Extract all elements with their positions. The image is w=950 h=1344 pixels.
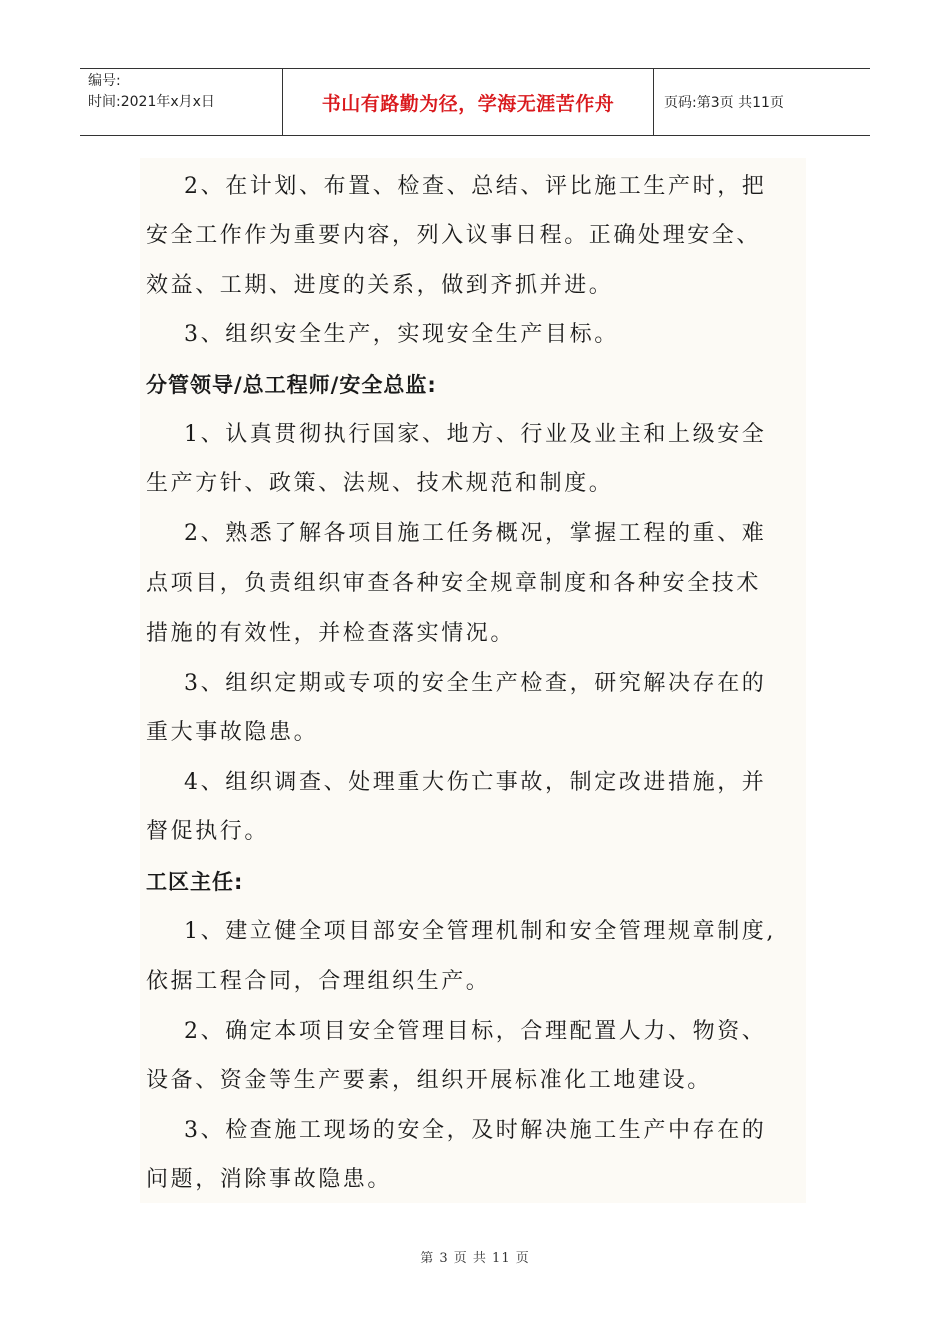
paragraph-line: 4、组织调查、处理重大伤亡事故，制定改进措施，并 <box>184 770 767 795</box>
section-heading: 工区主任: <box>146 870 244 894</box>
page-footer: 第 3 页 共 11 页 <box>420 1251 530 1266</box>
number-label: 编号: <box>88 73 121 89</box>
paragraph-line: 问题，消除事故隐患。 <box>146 1167 393 1192</box>
header-meta <box>80 69 283 135</box>
paragraph-line: 安全工作作为重要内容，列入议事日程。正确处理安全、 <box>146 223 762 248</box>
paragraph-line: 依据工程合同，合理组织生产。 <box>146 969 491 994</box>
document-header <box>80 68 870 136</box>
paragraph-line: 1、建立健全项目部安全管理机制和安全管理规章制度, <box>184 919 776 944</box>
paragraph-line: 设备、资金等生产要素，组织开展标准化工地建设。 <box>146 1068 712 1093</box>
paragraph-line: 措施的有效性，并检查落实情况。 <box>146 621 516 646</box>
paragraph-line: 1、认真贯彻执行国家、地方、行业及业主和上级安全 <box>184 422 767 447</box>
header-motto: 书山有路勤为径，学海无涯苦作舟 <box>283 69 654 135</box>
paragraph-line: 3、检查施工现场的安全，及时解决施工生产中存在的 <box>184 1118 767 1143</box>
section-heading: 分管领导/总工程师/安全总监: <box>146 373 437 397</box>
paragraph-line: 3、组织定期或专项的安全生产检查，研究解决存在的 <box>184 671 767 696</box>
paragraph-line: 2、确定本项目安全管理目标，合理配置人力、物资、 <box>184 1019 767 1044</box>
header-page-info: 页码:第3页 共11页 <box>664 95 784 111</box>
paragraph-line: 2、在计划、布置、检查、总结、评比施工生产时，把 <box>184 174 767 199</box>
paragraph-line: 3、组织安全生产，实现安全生产目标。 <box>184 322 619 347</box>
paragraph-line: 2、熟悉了解各项目施工任务概况，掌握工程的重、难 <box>184 521 767 546</box>
paragraph-line: 督促执行。 <box>146 819 270 844</box>
paragraph-line: 点项目，负责组织审查各种安全规章制度和各种安全技术 <box>146 571 762 596</box>
paragraph-line: 重大事故隐患。 <box>146 720 319 745</box>
paragraph-line: 生产方针、政策、法规、技术规范和制度。 <box>146 471 614 496</box>
time-label: 时间:2021年x月x日 <box>88 94 215 110</box>
paragraph-line: 效益、工期、进度的关系，做到齐抓并进。 <box>146 273 614 298</box>
document-body <box>140 158 806 1203</box>
